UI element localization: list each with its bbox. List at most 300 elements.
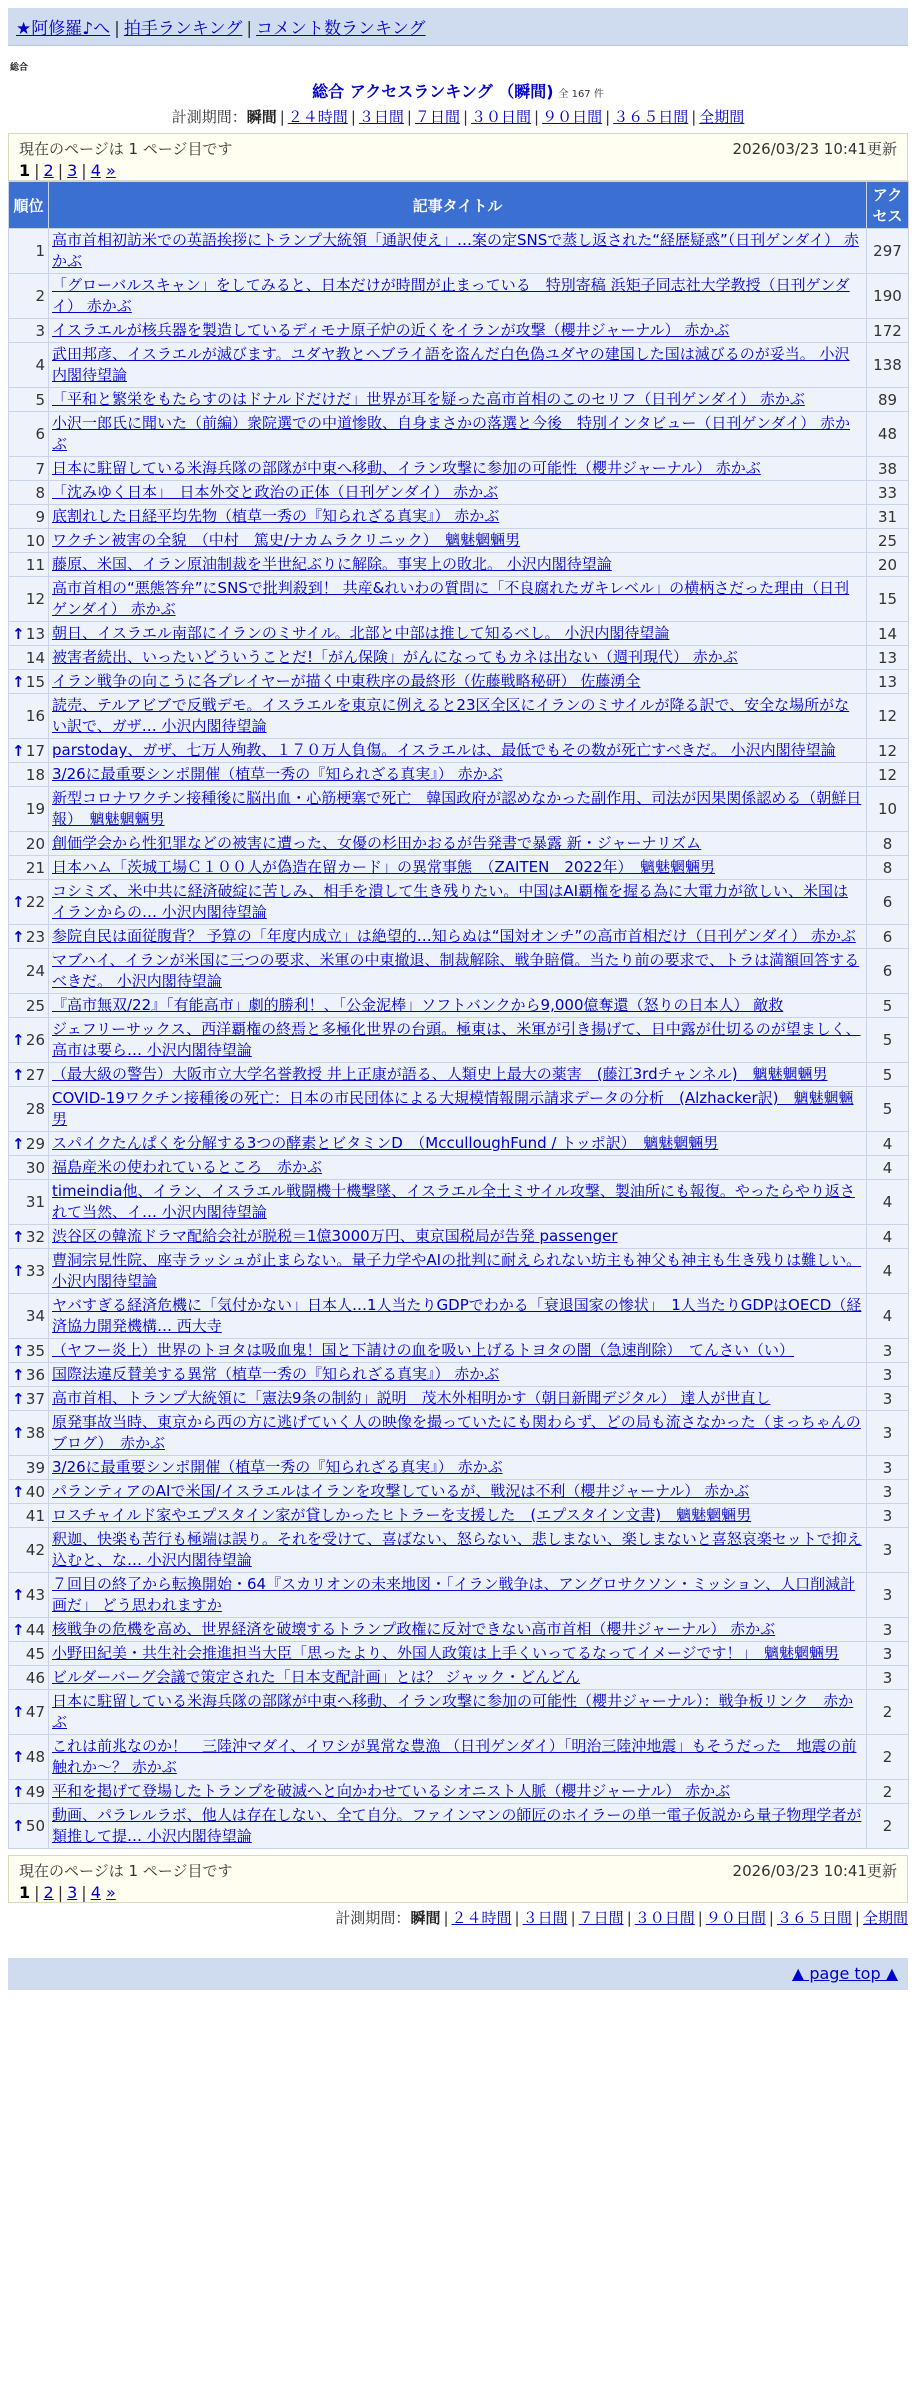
period-link[interactable]: ３６５日間 <box>613 108 689 126</box>
article-link[interactable]: 渋谷区の韓流ドラマ配給会社が脱税＝1億3000万円、東京国税局が告発 passenger <box>52 1227 618 1245</box>
article-link[interactable]: 「沈みゆく日本」 日本外交と政治の正体（日刊ゲンダイ） 赤かぶ <box>52 483 499 501</box>
access-cell: 4 <box>867 1249 909 1294</box>
period-current: 瞬間 <box>246 108 277 126</box>
table-row <box>9 1411 909 1456</box>
title-cell <box>49 1018 867 1063</box>
pager-bottom <box>8 1855 908 1903</box>
page-link[interactable]: 2 <box>43 1883 54 1902</box>
period-separator: | <box>697 1909 703 1927</box>
title-cell <box>49 505 867 529</box>
rank-number: 24 <box>25 962 45 980</box>
current-page-text: 現在のページは 1 ページ目です <box>19 1862 233 1880</box>
table-row <box>9 622 909 646</box>
page-links <box>19 161 897 180</box>
access-cell: 12 <box>867 763 909 787</box>
period-separator: | <box>854 1909 860 1927</box>
page-link[interactable]: 3 <box>67 1883 78 1902</box>
article-link[interactable]: 日本ハム「茨城工場Ｃ１００人が偽造在留カード」の異常事態 （ZAITEN 2022年） 魑魅魍魎男 <box>52 858 715 876</box>
period-link[interactable]: ７日間 <box>414 108 460 126</box>
access-cell: 2 <box>867 1804 909 1849</box>
article-link[interactable]: 高市首相、トランプ大統領に「憲法9条の制約」説明 茂木外相明かす（朝日新聞デジタル） 達人が世直し <box>52 1389 771 1407</box>
table-row <box>9 1666 909 1690</box>
title-cell <box>49 739 867 763</box>
article-link[interactable]: ７回目の終了から転換開始・64『スカリオンの未来地図・「イラン戦争は、アングロサクソン・ミッション、人口削減計画だ」 どう思われますか <box>52 1575 856 1614</box>
rank-number: 16 <box>25 707 45 725</box>
table-row <box>9 1387 909 1411</box>
rank-number: 17 <box>25 741 45 760</box>
access-cell: 297 <box>867 229 909 274</box>
period-link[interactable]: ２４時間 <box>287 108 348 126</box>
period-link[interactable]: ３日間 <box>522 1909 568 1927</box>
rank-cell <box>9 1180 49 1225</box>
article-link[interactable]: 高市首相初訪米での英語挨拶にトランプ大統領「通訳使え」…案の定SNSで蒸し返された“経歴疑惑”（日刊ゲンダイ） 赤かぶ <box>52 231 859 270</box>
rank-number: 25 <box>25 996 45 1015</box>
article-link[interactable]: 武田邦彦、イスラエルが滅びます。ユダヤ教とヘブライ語を盗んだ白色偽ユダヤの建国した国は滅びるのが妥当。 小沢内閣待望論 <box>52 345 850 384</box>
table-row <box>9 343 909 388</box>
pager-top <box>8 133 908 181</box>
rank-number: 46 <box>25 1668 45 1687</box>
table-row <box>9 1780 909 1804</box>
next-page-link[interactable]: » <box>105 1883 116 1902</box>
article-link[interactable]: ジェフリーサックス、西洋覇権の終焉と多極化世界の台頭。極東は、米軍が引き揚げて、日中露が仕切るのが望ましく、高市は要ら… 小沢内閣待望論 <box>52 1020 861 1059</box>
access-cell: 3 <box>867 1504 909 1528</box>
rank-up-icon: ↑ <box>12 1586 25 1604</box>
article-link[interactable]: 「グローバルスキャン」をしてみると、日本だけが時間が止まっている 特別寄稿 浜矩子同志社大学教授（日刊ゲンダイ） 赤かぶ <box>52 276 850 315</box>
rank-number: 44 <box>25 1620 45 1639</box>
article-link[interactable]: ワクチン被害の全貌 （中村 篤史/ナカムラクリニック） 魑魅魍魎男 <box>52 531 521 549</box>
title-cell <box>49 646 867 670</box>
rank-up-icon: ↑ <box>12 1703 25 1721</box>
period-separator: | <box>605 108 611 126</box>
article-link[interactable]: 『高市無双/22』「有能高市」劇的勝利！、「公金泥棒」ソフトバンクから9,000億奪還（怒りの日本人） 敵救 <box>52 996 784 1014</box>
access-cell: 3 <box>867 1666 909 1690</box>
access-cell: 10 <box>867 787 909 832</box>
clap-ranking-link[interactable]: 拍手ランキング <box>123 19 243 39</box>
rank-number: 27 <box>25 1065 45 1084</box>
rank-cell <box>9 1063 49 1087</box>
page-separator: | <box>81 1883 87 1902</box>
access-cell: 2 <box>867 1780 909 1804</box>
access-cell: 2 <box>867 1735 909 1780</box>
title-cell <box>49 1156 867 1180</box>
rank-cell <box>9 1735 49 1780</box>
period-link[interactable]: ７日間 <box>578 1909 624 1927</box>
access-cell: 20 <box>867 553 909 577</box>
page-link[interactable]: 4 <box>90 161 101 180</box>
table-row <box>9 1018 909 1063</box>
rank-cell <box>9 1780 49 1804</box>
access-cell: 5 <box>867 1063 909 1087</box>
total-count: 全 167 件 <box>558 89 604 100</box>
table-row <box>9 880 909 925</box>
ranking-body <box>9 229 909 1849</box>
rank-up-icon: ↑ <box>12 672 25 691</box>
table-row <box>9 739 909 763</box>
rank-cell <box>9 925 49 949</box>
rank-number: 26 <box>25 1031 45 1049</box>
rank-number: 35 <box>25 1341 45 1360</box>
access-cell: 6 <box>867 949 909 994</box>
title-cell <box>49 1618 867 1642</box>
rank-number: 43 <box>25 1586 45 1604</box>
table-row <box>9 505 909 529</box>
period-selector-top <box>0 106 916 127</box>
current-page-text: 現在のページは 1 ページ目です <box>19 140 233 158</box>
article-link[interactable]: 釈迦、快楽も苦行も極端は誤り。それを受けて、喜ばない、怒らない、悲しまない、楽しまないと喜怒哀楽セットで抑え込むと、な… 小沢内閣待望論 <box>52 1530 862 1569</box>
table-row <box>9 787 909 832</box>
table-row <box>9 1339 909 1363</box>
rank-up-icon: ↑ <box>12 1389 25 1408</box>
title-cell <box>49 1249 867 1294</box>
rank-number: 39 <box>25 1458 45 1477</box>
rank-number: 6 <box>35 425 45 443</box>
title-cell <box>49 274 867 319</box>
table-row <box>9 694 909 739</box>
title-cell <box>49 553 867 577</box>
page-link[interactable]: 3 <box>67 161 78 180</box>
article-link[interactable]: イラン戦争の向こうに各プレイヤーが描く中東秩序の最終形（佐藤戦略秘研） 佐藤湧全 <box>52 672 641 690</box>
access-cell: 138 <box>867 343 909 388</box>
article-link[interactable]: 福島産米の使われているところ 赤かぶ <box>52 1158 323 1176</box>
title-cell <box>49 1528 867 1573</box>
title-cell <box>49 880 867 925</box>
rank-cell <box>9 646 49 670</box>
rank-cell <box>9 388 49 412</box>
title-cell <box>49 1411 867 1456</box>
access-cell: 25 <box>867 529 909 553</box>
article-link[interactable]: 底割れした日経平均先物（植草一秀の『知られざる真実』） 赤かぶ <box>52 507 500 525</box>
article-link[interactable]: スパイクたんぱくを分解する3つの酵素とビタミンD （McculloughFund / トッポ訳） 魑魅魍魎男 <box>52 1134 719 1152</box>
table-row <box>9 1480 909 1504</box>
table-row <box>9 1618 909 1642</box>
rank-cell <box>9 505 49 529</box>
table-row <box>9 274 909 319</box>
period-link[interactable]: ９０日間 <box>705 1909 766 1927</box>
rank-cell <box>9 856 49 880</box>
access-cell: 15 <box>867 577 909 622</box>
rank-number: 31 <box>25 1193 45 1211</box>
access-cell: 5 <box>867 994 909 1018</box>
title-cell <box>49 1780 867 1804</box>
article-link[interactable]: マブハイ、イランが米国に三つの要求、米軍の中東撤退、制裁解除、戦争賠償。当たり前の要求で、トラは満額回答するべきだ。 小沢内閣待望論 <box>52 951 860 990</box>
rank-cell <box>9 1528 49 1573</box>
updated-time: 2026/03/23 10:41更新 <box>732 140 897 158</box>
article-link[interactable]: 曹洞宗見性院、座寺ラッシュが止まらない。量子力学やAIの批判に耐えられない坊主も神父も神主も生き残りは難しい。 小沢内閣待望論 <box>52 1251 862 1290</box>
period-separator: | <box>626 1909 632 1927</box>
access-cell: 4 <box>867 1156 909 1180</box>
rank-number: 12 <box>25 590 45 608</box>
article-link[interactable]: 3/26に最重要シンポ開催（植草一秀の『知られざる真実』） 赤かぶ <box>52 765 503 783</box>
access-cell: 13 <box>867 670 909 694</box>
title-cell <box>49 1804 867 1849</box>
rank-cell <box>9 1363 49 1387</box>
rank-cell <box>9 1294 49 1339</box>
period-separator: | <box>406 108 412 126</box>
rank-number: 20 <box>25 834 45 853</box>
article-link[interactable]: パランティアのAIで米国/イスラエルはイランを攻撃しているが、戦況は不利（櫻井ジャーナル） 赤かぶ <box>52 1482 750 1500</box>
table-row <box>9 481 909 505</box>
page-current: 1 <box>19 1883 31 1902</box>
table-row <box>9 388 909 412</box>
page-link[interactable]: 4 <box>90 1883 101 1902</box>
table-row <box>9 529 909 553</box>
table-row <box>9 646 909 670</box>
article-link[interactable]: これは前兆なのか！ 三陸沖マダイ、イワシが異常な豊漁 （日刊ゲンダイ）「明治三陸沖地震」もそうだった 地震の前触れか～？ 赤かぶ <box>52 1737 857 1776</box>
title-cell <box>49 229 867 274</box>
article-link[interactable]: parstoday、ガザ、七万人殉教、１７０万人負傷。イスラエルは、最低でもその数が死亡すべきだ。 小沢内閣待望論 <box>52 741 836 759</box>
rank-cell <box>9 1618 49 1642</box>
rank-cell <box>9 1339 49 1363</box>
title-cell <box>49 1363 867 1387</box>
table-row <box>9 1063 909 1087</box>
page-separator: | <box>81 161 87 180</box>
table-row <box>9 925 909 949</box>
access-cell: 3 <box>867 1573 909 1618</box>
article-link[interactable]: 高市首相の“悪態答弁”にSNSで批判殺到！ 共産&れいわの質問に「不良腐れたガキレベル」の横柄さだった理由（日刊ゲンダイ） 赤かぶ <box>52 579 850 618</box>
article-link[interactable]: 核戦争の危機を高め、世界経済を破壊するトランプ政権に反対できない高市首相（櫻井ジャーナル） 赤かぶ <box>52 1620 776 1638</box>
access-cell: 14 <box>867 622 909 646</box>
article-link[interactable]: （最大級の警告）大阪市立大学名誉教授 井上正康が語る、人類史上最大の薬害 (藤江3rdチャンネル) 魑魅魍魎男 <box>52 1065 828 1083</box>
table-row <box>9 229 909 274</box>
rank-cell <box>9 1018 49 1063</box>
period-link[interactable]: ３日間 <box>358 108 404 126</box>
period-link[interactable]: ９０日間 <box>542 108 603 126</box>
rank-cell <box>9 880 49 925</box>
title-cell <box>49 1666 867 1690</box>
access-cell: 4 <box>867 1294 909 1339</box>
article-link[interactable]: 日本に駐留している米海兵隊の部隊が中東へ移動、イラン攻撃に参加の可能性（櫻井ジャーナル）：戦争板リンク 赤かぶ <box>52 1692 854 1731</box>
access-cell: 8 <box>867 856 909 880</box>
article-link[interactable]: 国際法違反賛美する異常（植草一秀の『知られざる真実』） 赤かぶ <box>52 1365 500 1383</box>
access-header: アクセス <box>867 182 909 229</box>
rank-cell <box>9 832 49 856</box>
table-row <box>9 1504 909 1528</box>
period-label: 計測期間： <box>171 108 247 126</box>
top-navigation <box>8 8 908 46</box>
title-cell <box>49 577 867 622</box>
table-row <box>9 1225 909 1249</box>
ranking-heading <box>0 79 916 102</box>
article-link[interactable]: timeindia他、イラン、イスラエル戦闘機十機撃墜、イスラエル全土ミサイル攻撃、製油所にも報復。やったらやり返されて当然、イ… 小沢内閣待望論 <box>52 1182 855 1221</box>
page-current: 1 <box>19 161 31 180</box>
title-cell <box>49 622 867 646</box>
access-cell: 6 <box>867 880 909 925</box>
article-link[interactable]: イスラエルが核兵器を製造しているディモナ原子炉の近くをイランが攻撃（櫻井ジャーナル） 赤かぶ <box>52 321 730 339</box>
period-separator: | <box>350 108 356 126</box>
rank-number: 49 <box>25 1782 45 1801</box>
rank-number: 2 <box>35 287 45 305</box>
rank-cell <box>9 1087 49 1132</box>
table-row <box>9 1528 909 1573</box>
rank-cell <box>9 787 49 832</box>
rank-number: 38 <box>25 1424 45 1442</box>
table-row <box>9 1156 909 1180</box>
title-cell <box>49 1642 867 1666</box>
rank-cell <box>9 343 49 388</box>
rank-cell <box>9 670 49 694</box>
title-cell <box>49 529 867 553</box>
rank-number: 42 <box>25 1541 45 1559</box>
article-link[interactable]: 藤原、米国、イラン原油制裁を半世紀ぶりに解除。事実上の敗北。 小沢内閣待望論 <box>52 555 612 573</box>
rank-cell <box>9 529 49 553</box>
access-cell: 8 <box>867 832 909 856</box>
table-row <box>9 1249 909 1294</box>
rank-cell <box>9 1690 49 1735</box>
title-cell <box>49 1063 867 1087</box>
title-cell <box>49 787 867 832</box>
next-page-link[interactable]: » <box>105 161 116 180</box>
rank-cell <box>9 481 49 505</box>
access-cell: 4 <box>867 1225 909 1249</box>
title-cell <box>49 1456 867 1480</box>
title-cell <box>49 481 867 505</box>
table-row <box>9 1132 909 1156</box>
access-cell: 12 <box>867 694 909 739</box>
rank-cell <box>9 1504 49 1528</box>
period-link[interactable]: ２４時間 <box>451 1909 512 1927</box>
article-link[interactable]: 小沢一郎氏に聞いた（前編）衆院選での中道惨敗、自身まさかの落選と今後 特別インタビュー（日刊ゲンダイ） 赤かぶ <box>52 414 850 453</box>
article-link[interactable]: 原発事故当時、東京から西の方に逃げていく人の映像を撮っていたにも関わらず、どの局も流さなかった（まっちゃんのブログ） 赤かぶ <box>52 1413 861 1452</box>
access-cell: 38 <box>867 457 909 481</box>
period-separator: | <box>768 1909 774 1927</box>
page-link[interactable]: 2 <box>43 161 54 180</box>
table-row <box>9 553 909 577</box>
rank-up-icon: ↑ <box>12 1227 25 1246</box>
rank-cell <box>9 1480 49 1504</box>
table-row <box>9 1642 909 1666</box>
rank-cell <box>9 319 49 343</box>
rank-number: 3 <box>35 321 45 340</box>
nav-separator: | <box>114 19 120 39</box>
table-row <box>9 412 909 457</box>
rank-number: 40 <box>25 1482 45 1501</box>
rank-up-icon: ↑ <box>12 1482 25 1501</box>
rank-cell <box>9 1804 49 1849</box>
title-cell <box>49 856 867 880</box>
rank-number: 29 <box>25 1134 45 1153</box>
period-link[interactable]: ３６５日間 <box>776 1909 852 1927</box>
rank-cell <box>9 1156 49 1180</box>
article-link[interactable]: 読売、テルアビブで反戦デモ。イスラエルを東京に例えると23区全区にイランのミサイルが降る訳で、安全な場所がない訳で、ガザ… 小沢内閣待望論 <box>52 696 850 735</box>
rank-cell <box>9 1456 49 1480</box>
period-separator: | <box>534 108 540 126</box>
page-separator: | <box>57 161 64 180</box>
article-link[interactable]: 朝日、イスラエル南部にイランのミサイル。北部と中部は推して知るべし。 小沢内閣待望論 <box>52 624 670 642</box>
table-row <box>9 1294 909 1339</box>
page-separator: | <box>57 1883 64 1902</box>
rank-number: 45 <box>25 1644 45 1663</box>
comment-ranking-link[interactable]: コメント数ランキング <box>256 19 426 39</box>
title-cell <box>49 1132 867 1156</box>
rank-cell <box>9 274 49 319</box>
rank-cell <box>9 622 49 646</box>
article-link[interactable]: 「平和と繁栄をもたらすのはドナルドだけだ」世界が耳を疑った高市首相のこのセリフ（日刊ゲンダイ） 赤かぶ <box>52 390 805 408</box>
rank-number: 23 <box>25 927 45 946</box>
page-title: 総合 アクセスランキング （瞬間) <box>312 82 554 101</box>
article-link[interactable]: 参院自民は面従腹背？ 予算の「年度内成立」は絶望的…知らぬは“国対オンチ”の高市首相だけ（日刊ゲンダイ） 赤かぶ <box>52 927 856 945</box>
rank-number: 15 <box>25 672 45 691</box>
period-link[interactable]: 全期間 <box>862 1909 908 1927</box>
access-cell: 3 <box>867 1618 909 1642</box>
rank-cell <box>9 1132 49 1156</box>
access-cell: 3 <box>867 1363 909 1387</box>
article-link[interactable]: （ヤフー炎上）世界のトヨタは吸血鬼！国と下請けの血を吸い上げるトヨタの闇（急速削除） てんさい（い） <box>52 1341 795 1359</box>
table-row <box>9 1087 909 1132</box>
rank-cell <box>9 694 49 739</box>
rank-number: 4 <box>35 356 45 374</box>
title-cell <box>49 1294 867 1339</box>
rank-number: 32 <box>25 1227 45 1246</box>
rank-number: 11 <box>25 555 45 574</box>
table-row <box>9 1180 909 1225</box>
article-link[interactable]: 日本に駐留している米海兵隊の部隊が中東へ移動、イラン攻撃に参加の可能性（櫻井ジャーナル） 赤かぶ <box>52 459 761 477</box>
article-link[interactable]: 3/26に最重要シンポ開催（植草一秀の『知られざる真実』） 赤かぶ <box>52 1458 503 1476</box>
rank-number: 9 <box>35 507 45 526</box>
article-link[interactable]: 動画、パラレルラボ、他人は存在しない、全て自分。ファインマンの師匠のホイラーの単一電子仮説から量子物理学者が類推して提… 小沢内閣待望論 <box>52 1806 862 1845</box>
article-link[interactable]: 新型コロナワクチン接種後に脳出血・心筋梗塞で死亡 韓国政府が認めなかった副作用、司法が因果関係認める（朝鮮日報） 魑魅魍魎男 <box>52 789 862 828</box>
article-link[interactable]: COVID-19ワクチン接種後の死亡：日本の市民団体による大規模情報開示請求データの分析 (Alzhacker訳) 魑魅魍魎男 <box>52 1089 854 1128</box>
title-cell <box>49 1180 867 1225</box>
rank-number: 41 <box>25 1506 45 1525</box>
title-cell <box>49 412 867 457</box>
page-links <box>19 1883 897 1902</box>
rank-number: 13 <box>25 624 45 643</box>
period-link[interactable]: 全期間 <box>699 108 745 126</box>
access-cell: 89 <box>867 388 909 412</box>
article-link[interactable]: ビルダーバーグ会議で策定された「日本支配計画」とは？ ジャック・どんどん <box>52 1668 581 1686</box>
rank-up-icon: ↑ <box>12 1620 25 1639</box>
rank-number: 47 <box>25 1703 45 1721</box>
table-row <box>9 577 909 622</box>
rank-number: 33 <box>25 1262 45 1280</box>
article-link[interactable]: 平和を掲げて登場したトランプを破滅へと向かわせているシオニスト人脈（櫻井ジャーナル） 赤かぶ <box>52 1782 731 1800</box>
period-separator: | <box>691 108 697 126</box>
title-cell <box>49 670 867 694</box>
rank-up-icon: ↑ <box>12 1134 25 1153</box>
title-cell <box>49 343 867 388</box>
article-link[interactable]: 創価学会から性犯罪などの被害に遭った、女優の杉田かおるが告発書で暴露 新・ジャーナリズム <box>52 834 702 852</box>
article-link[interactable]: ヤバすぎる経済危機に「気付かない」日本人…1人当たりGDPでわかる「衰退国家の惨状」 1人当たりGDPはOECD（経済協力開発機構… 西大寺 <box>52 1296 862 1335</box>
page-top-link[interactable]: ▲ page top ▲ <box>791 1964 898 1983</box>
period-separator: | <box>514 1909 520 1927</box>
article-link[interactable]: ロスチャイルド家やエプスタイン家が貸しかったヒトラーを支援した (エプスタイン文書) 魑魅魍魎男 <box>52 1506 752 1524</box>
home-link[interactable]: ★阿修羅♪へ <box>16 19 111 39</box>
rank-up-icon: ↑ <box>12 1748 25 1766</box>
rank-up-icon: ↑ <box>12 1262 25 1280</box>
title-cell <box>49 1225 867 1249</box>
period-link[interactable]: ３０日間 <box>634 1909 695 1927</box>
access-cell: 3 <box>867 1339 909 1363</box>
article-link[interactable]: コシミズ、米中共に経済破綻に苦しみ、相手を潰して生き残りたい。中国はAI覇権を握る為に大電力が欲しい、米国はイランからの… 小沢内閣待望論 <box>52 882 849 921</box>
rank-number: 34 <box>25 1307 45 1325</box>
rank-cell <box>9 1249 49 1294</box>
access-cell: 5 <box>867 1087 909 1132</box>
access-cell: 12 <box>867 739 909 763</box>
rank-number: 28 <box>25 1100 45 1118</box>
access-cell: 190 <box>867 274 909 319</box>
title-cell <box>49 763 867 787</box>
period-separator: | <box>570 1909 576 1927</box>
title-cell <box>49 925 867 949</box>
rank-up-icon: ↑ <box>12 1782 25 1801</box>
period-link[interactable]: ３０日間 <box>471 108 532 126</box>
rank-up-icon: ↑ <box>12 1424 25 1442</box>
access-cell: 13 <box>867 646 909 670</box>
category-label: 総合 <box>10 63 29 73</box>
table-row <box>9 1690 909 1735</box>
article-link[interactable]: 被害者続出、いったいどういうことだ!「がん保険」がんになってもカネは出ない（週刊現代） 赤かぶ <box>52 648 738 666</box>
article-link[interactable]: 小野田紀美・共生社会推進担当大臣「思ったより、外国人政策は上手くいってるなってイメージです！」 魑魅魍魎男 <box>52 1644 840 1662</box>
